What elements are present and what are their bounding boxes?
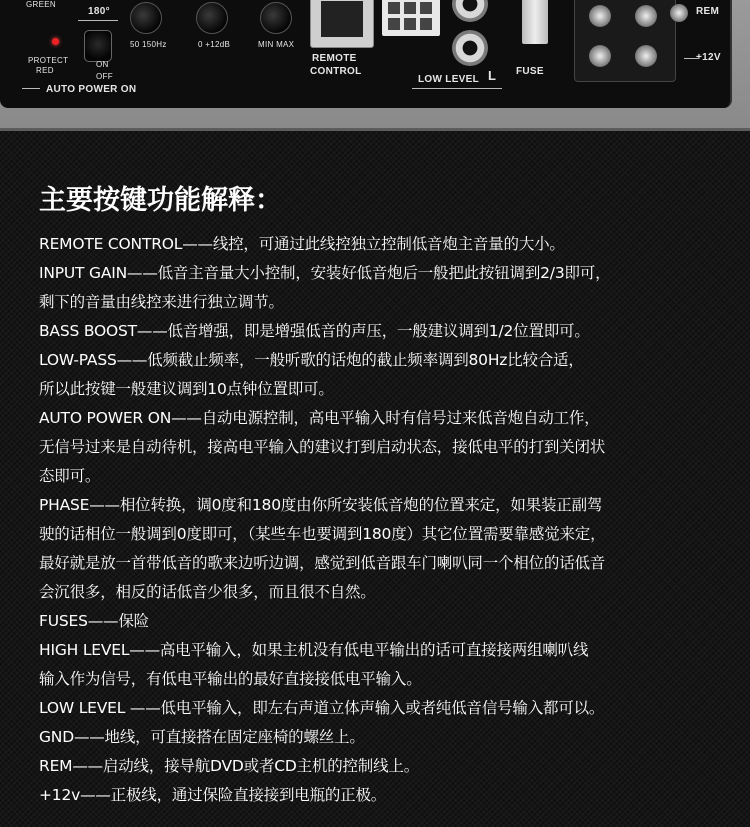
power-terminal-block bbox=[574, 0, 676, 82]
protect-label-line2: RED bbox=[36, 66, 54, 75]
explanation-line: BASS BOOST——低音增强，即是增强低音的声压，一般建议调到1/2位置即可。 bbox=[39, 322, 590, 340]
green-label: GREEN bbox=[26, 0, 56, 9]
amplifier-panel-photo bbox=[0, 0, 750, 131]
amplifier-control-face bbox=[0, 0, 732, 108]
phase-divider bbox=[78, 20, 118, 21]
explanation-line: 最好就是放一首带低音的歌来边听边调，感觉到低音跟车门喇叭同一个相位的话低音 bbox=[39, 554, 606, 572]
protect-label-line1: PROTECT bbox=[28, 56, 69, 65]
gain-knob bbox=[196, 2, 228, 34]
auto-power-rule bbox=[22, 88, 40, 89]
phase-180-label: 180° bbox=[88, 6, 110, 17]
bass-boost-knob bbox=[260, 2, 292, 34]
explanation-line: 所以此按键一般建议调到10点钟位置即可。 bbox=[39, 380, 334, 398]
low-level-label: LOW LEVEL bbox=[418, 74, 480, 85]
lowpass-knob bbox=[130, 2, 162, 34]
fuse-label: FUSE bbox=[516, 66, 544, 77]
remote-label-line1: REMOTE bbox=[312, 53, 357, 64]
auto-power-switch bbox=[84, 30, 112, 62]
bass-range-label: MIN MAX bbox=[258, 40, 295, 49]
explanation-line: PHASE——相位转换，调0度和180度由你所安装低音炮的位置来定，如果装正副驾 bbox=[39, 496, 603, 514]
explanation-line: INPUT GAIN——低音主音量大小控制，安装好低音炮后一般把此按钮调到2/3即可， bbox=[39, 264, 611, 282]
section-heading: 主要按键功能解释： bbox=[39, 185, 282, 216]
lowpass-range-label: 50 150Hz bbox=[130, 40, 167, 49]
explanation-line: FUSES——保险 bbox=[39, 612, 149, 630]
explanation-line: REM——启动线，接导航DVD或者CD主机的控制线上。 bbox=[39, 757, 419, 775]
explanation-line: 会沉很多，相反的话低音少很多，而且很不自然。 bbox=[39, 583, 376, 601]
explanation-line: HIGH LEVEL——高电平输入，如果主机没有低电平输出的话可直接接两组喇叭线 bbox=[39, 641, 589, 659]
explanation-line: 态即可。 bbox=[39, 467, 101, 485]
on-label: ON bbox=[96, 60, 109, 69]
explanation-line: LOW LEVEL ——低电平输入，即左右声道立体声输入或者纯低音信号输入都可以。 bbox=[39, 699, 605, 717]
protect-led bbox=[52, 38, 59, 45]
off-label: OFF bbox=[96, 72, 113, 81]
gain-range-label: 0 +12dB bbox=[198, 40, 231, 49]
rem-terminal-screw bbox=[670, 4, 688, 22]
explanation-line: REMOTE CONTROL——线控，可通过此线控独立控制低音炮主音量的大小。 bbox=[39, 235, 565, 253]
rem-label: REM bbox=[696, 6, 720, 17]
explanation-line: 驶的话相位一般调到0度即可，（某些车也要调到180度）其它位置需要靠感觉来定， bbox=[39, 525, 606, 543]
rca-left-jack bbox=[452, 30, 488, 66]
explanation-line: 无信号过来是自动待机，接高电平输入的建议打到启动状态，接低电平的打到关闭状 bbox=[39, 438, 606, 456]
low-level-divider bbox=[412, 88, 502, 89]
remote-control-jack bbox=[310, 0, 374, 48]
plus12-label: +12V bbox=[696, 52, 721, 63]
rca-right-jack bbox=[452, 0, 488, 22]
explanation-line: +12v——正极线，通过保险直接接到电瓶的正极。 bbox=[39, 786, 387, 804]
high-level-connector bbox=[382, 0, 440, 36]
remote-label-line2: CONTROL bbox=[310, 66, 362, 77]
explanation-line: 输入作为信号，有低电平输出的最好直接接低电平输入。 bbox=[39, 670, 422, 688]
explanation-line: 剩下的音量由线控来进行独立调节。 bbox=[39, 293, 284, 311]
explanation-line: AUTO POWER ON——自动电源控制，高电平输入时有信号过来低音炮自动工作， bbox=[39, 409, 600, 427]
explanation-line: GND——地线，可直接搭在固定座椅的螺丝上。 bbox=[39, 728, 365, 746]
explanation-line: LOW-PASS——低频截止频率，一般听歌的话炮的截止频率调到80Hz比较合适， bbox=[39, 351, 584, 369]
auto-power-label: AUTO POWER ON bbox=[46, 84, 137, 95]
low-level-channel: L bbox=[488, 68, 497, 83]
fuse-element bbox=[522, 0, 548, 44]
